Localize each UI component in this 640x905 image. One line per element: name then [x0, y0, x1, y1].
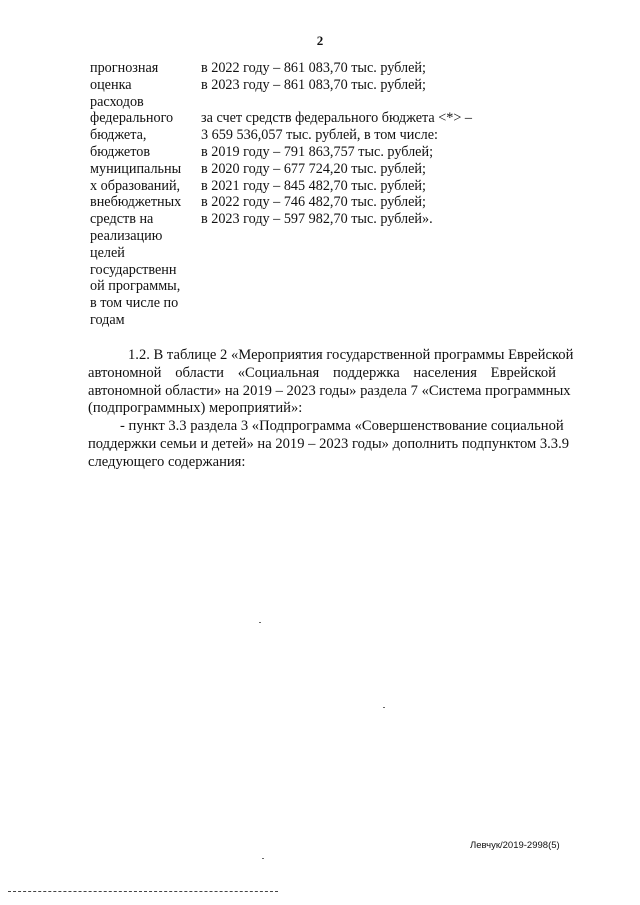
spacer — [201, 94, 511, 111]
paragraph-text: - пункт 3.3 раздела 3 «Подпрограмма «Совершенствование социальной — [120, 418, 564, 434]
value-line: 3 659 536,057 тыс. рублей, в том числе: — [201, 127, 438, 144]
paragraph-line: автономной области «Социальная поддержка населения Еврейской — [88, 364, 556, 381]
value-line: в 2022 году – 746 482,70 тыс. рублей; — [201, 194, 426, 211]
paragraph-line: (подпрограммных) мероприятий»: — [88, 400, 303, 417]
label-line: годам — [90, 311, 125, 328]
paragraph-line — [88, 418, 564, 436]
value-line: в 2021 году – 845 482,70 тыс. рублей; — [201, 177, 426, 194]
paragraph-line — [88, 347, 574, 365]
label-line: прогнозная — [90, 60, 159, 76]
paragraph-subprogram — [88, 418, 570, 471]
label-line: в том числе по — [90, 295, 179, 312]
paragraph-text: 1.2. В таблице 2 «Мероприятия государственной программы Еврейской — [128, 347, 574, 363]
value-line: в 2023 году – 861 083,70 тыс. рублей; — [201, 76, 426, 93]
label-line: муниципальны — [90, 160, 182, 177]
page-number: 2 — [316, 33, 324, 48]
paragraph-line: автономной области» на 2019 – 2023 годы» раздела 7 «Система программных — [88, 382, 571, 399]
label-line: ой программы, — [90, 278, 181, 295]
label-line: средств на — [90, 211, 154, 228]
label-line: бюджетов — [90, 143, 151, 160]
paragraph-line: поддержки семьи и детей» на 2019 – 2023 годы» дополнить подпунктом 3.3.9 — [88, 435, 570, 452]
scan-speck — [383, 707, 385, 708]
value-line: в 2019 году – 791 863,757 тыс. рублей; — [201, 143, 434, 160]
paragraph-table-2 — [88, 347, 574, 418]
footer-divider — [8, 891, 278, 892]
label-line: оценка — [90, 76, 132, 93]
label-line: х образований, — [90, 177, 181, 194]
scan-speck — [259, 622, 261, 623]
table-label-column — [90, 60, 200, 329]
document-code: Левчук/2019-2998(5) — [470, 840, 560, 851]
label-line: реализацию — [90, 227, 163, 244]
paragraph-line: следующего содержания: — [88, 453, 246, 470]
table-value-column — [201, 60, 511, 228]
value-line: в 2023 году – 597 982,70 тыс. рублей». — [201, 211, 433, 228]
label-line: расходов — [90, 93, 144, 110]
label-line: целей — [90, 244, 125, 261]
label-line: федерального — [90, 110, 174, 127]
label-line: бюджета, — [90, 127, 147, 144]
value-line: в 2022 году – 861 083,70 тыс. рублей; — [201, 60, 426, 76]
value-line: за счет средств федерального бюджета <*> – — [201, 110, 472, 127]
value-line: в 2020 году – 677 724,20 тыс. рублей; — [201, 160, 426, 177]
label-line: государственн — [90, 261, 177, 278]
label-line: внебюджетных — [90, 194, 182, 211]
scan-speck — [262, 858, 264, 859]
